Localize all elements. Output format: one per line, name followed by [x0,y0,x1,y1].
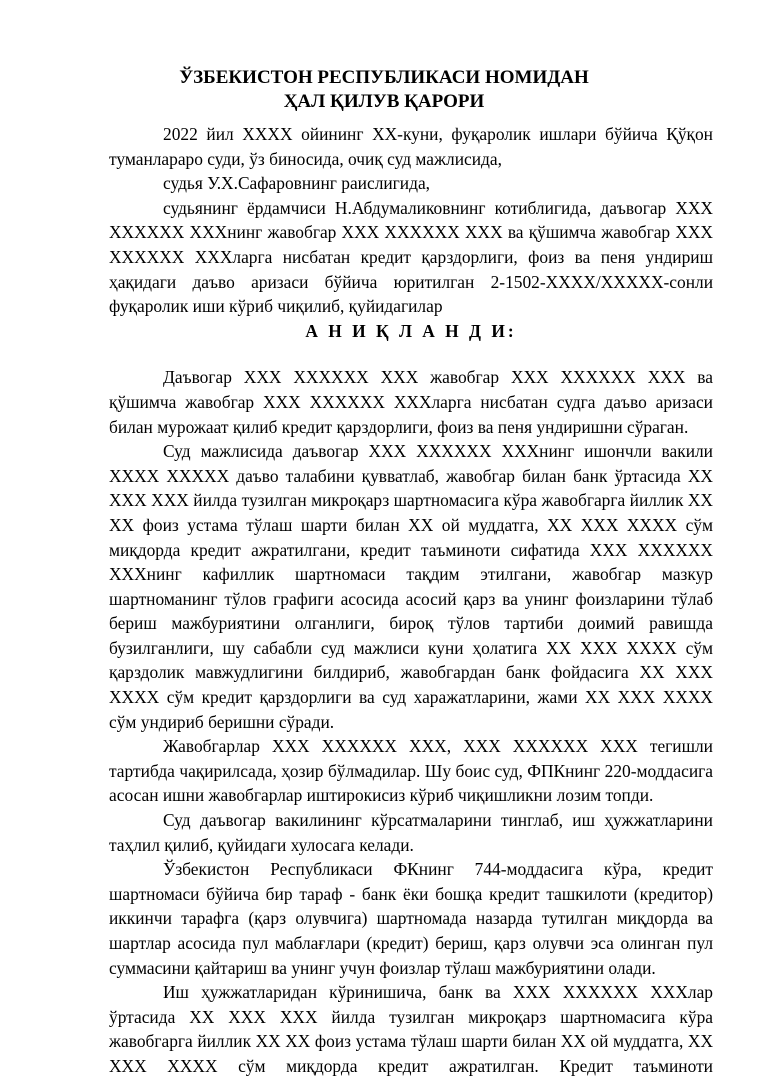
body-paragraph: Иш ҳужжатларидан кўринишича, банк ва XXX XXXXXX XXXлар ўртасида XX XXX XXX йилда тузилган микроқарз шартномасига кўра жавобгарга йиллик XX XX фоиз устама тўлаш шарти билан XX ой муддатга, XX XXX XXXX сўм миқдорда кредит ажратилган. Кредит таъминоти [109,982,713,1076]
spacer [109,343,713,365]
section-heading: А Н И Қ Л А Н Д И: [305,320,517,341]
intro-paragraph: судья У.Х.Сафаровнинг раислигида, [163,173,431,194]
intro-paragraph: судьянинг ёрдамчиси Н.Абдумаликовнинг котиблигида, даъвогар XXX XXXXXX XXXнинг жавобгар XXX XXXXXX XXX ва қўшимча жавобгар XXX XXXXXX XXXларга нисбатан кредит қарздорлиги, фоиз ва пеня ундириш ҳақидаги даъво аризаси бўйича юритилган 2-1502-XXXX/XXXXX-сонли фуқаролик иши кўриб чиқилиб, қуйидагилар [109,197,713,317]
title-line-2: ҲАЛ ҚИЛУВ ҚАРОРИ [283,91,485,112]
intro-paragraph: 2022 йил XXXX ойининг XX-куни, фуқаролик ишлари бўйича Қўқон туманлараро суди, ўз биносида, очиқ суд мажлисида, [109,124,713,169]
body-paragraph: Ўзбекистон Республикаси ФКнинг 744-моддасига кўра, кредит шартномаси бўйича бир тараф - банк ёки бошқа кредит ташкилоти (кредитор) иккинчи тарафга (қарз олувчига) шартномада назарда тутилган миқдорда ва шартлар асосида пул маблағлари (кредит) бериш, қарз олувчи эса олинган пул суммасини қайтариш ва унинг учун фоизлар тўлаш мажбуриятини олади. [109,859,713,978]
body-paragraph: Жавобгарлар XXX XXXXXX XXX, XXX XXXXXX XXX тегишли тартибда чақирилсада, ҳозир бўлмадилар. Шу боис суд, ФПКнинг 220-моддасига асосан ишни жавобгарлар иштирокисиз кўриб чиқишликни лозим топди. [109,736,713,806]
document-title [0,66,768,114]
body-paragraph: Суд мажлисида даъвогар XXX XXXXXX XXXнинг ишончли вакили XXXX XXXXX даъво талабини қувватлаб, жавобгар билан банк ўртасида XX XXX XXX йилда тузилган микроқарз шартномасига кўра жавобгарга йиллик XX XX фоиз устама тўлаш шарти билан XX ой муддатга, XX XXX XXXX сўм миқдорда кредит ажратилгани, кредит таъминоти сифатида XXX XXXXXX XXXнинг кафиллик шартномаси тақдим этилгани, жавобгар мазкур шартноманинг тўлов графиги асосида асосий қарз ва унинг фоизларини тўлаб бериш мажбуриятини олганлиги, бироқ тўлов тартиби доимий равишда бузилганлиги, шу сабабли суд мажлиси куни ҳолатига XX XXX XXXX сўм қарздолик мавжудлигини билдириб, жавобгардан банк фойдасига XX XXX XXXX сўм кредит қарздорлиги ва суд харажатларини, жами XX XXX XXXX сўм ундириб беришни сўради. [109,441,713,732]
document-body [109,122,713,1079]
title-line-1: ЎЗБЕКИСТОН РЕСПУБЛИКАСИ НОМИДАН [179,67,589,88]
body-paragraph: Суд даъвогар вакилининг кўрсатмаларини тинглаб, иш ҳужжатларини таҳлил қилиб, қуйидаги хулосага келади. [109,810,713,855]
body-paragraph: Даъвогар XXX XXXXXX XXX жавобгар XXX XXXXXX XXX ва қўшимча жавобгар XXX XXXXXX XXXларга нисбатан судга даъво аризаси билан мурожаат қилиб кредит қарздорлиги, фоиз ва пеня ундиришни сўраган. [109,367,713,437]
